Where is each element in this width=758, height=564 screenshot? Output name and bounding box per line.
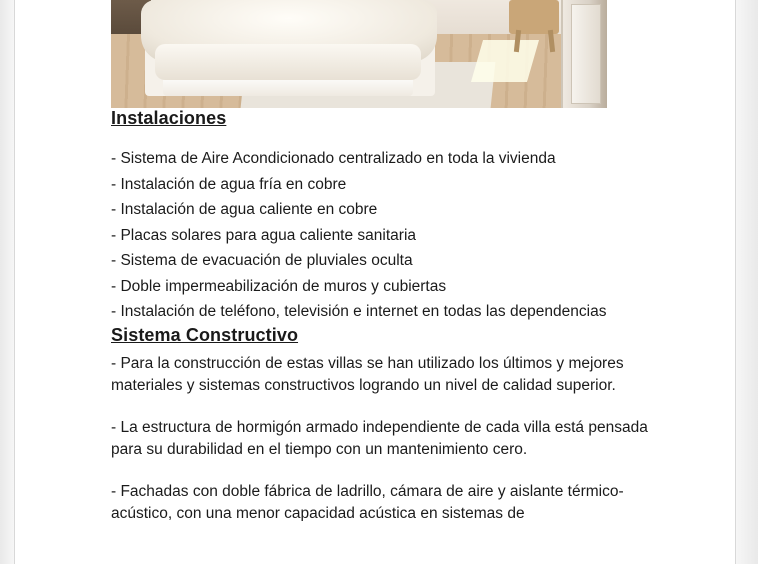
list-item: - Instalación de agua fría en cobre [111, 175, 347, 193]
page-right-shadow [736, 0, 758, 564]
paragraph: - Fachadas con doble fábrica de ladrillo, cámara de aire y aislante térmico- [111, 482, 624, 500]
list-item: - Sistema de Aire Acondicionado centralizado en toda la vivienda [111, 150, 556, 167]
bedroom-photo [111, 0, 607, 108]
page-left-shadow [0, 0, 14, 564]
page-content [111, 0, 661, 521]
photo-duvet-fold [155, 44, 421, 80]
list-item: - Sistema de evacuación de pluviales oculta [111, 252, 413, 269]
paragraph-partial: acústico, con una menor capacidad acústica en sistemas de [111, 504, 525, 521]
photo-right-door [561, 0, 607, 108]
section-heading-instalaciones: Instalaciones [111, 108, 227, 128]
list-item: - Instalación de agua caliente en cobre [111, 201, 378, 218]
paragraph: - La estructura de hormigón armado independiente de cada villa está pensada para su durabilidad en el tiempo con un mantenimiento cero. [111, 418, 648, 458]
section-heading-sistema-constructivo: Sistema Constructivo [111, 324, 299, 345]
list-item: - Instalación de teléfono, televisión e internet en todas las dependencias [111, 303, 607, 320]
instalaciones-list [111, 146, 661, 325]
photo-right-door-panel [571, 4, 601, 104]
clipped-paragraph-line [111, 503, 661, 521]
list-item: - Doble impermeabilización de muros y cubiertas [111, 277, 447, 295]
paragraph: - Para la construcción de estas villas se han utilizado los últimos y mejores materiales y sistemas constructivos logrando un nivel de calidad superior. [111, 354, 624, 394]
list-item: - Placas solares para agua caliente sanitaria [111, 226, 417, 244]
document-page [14, 0, 736, 564]
